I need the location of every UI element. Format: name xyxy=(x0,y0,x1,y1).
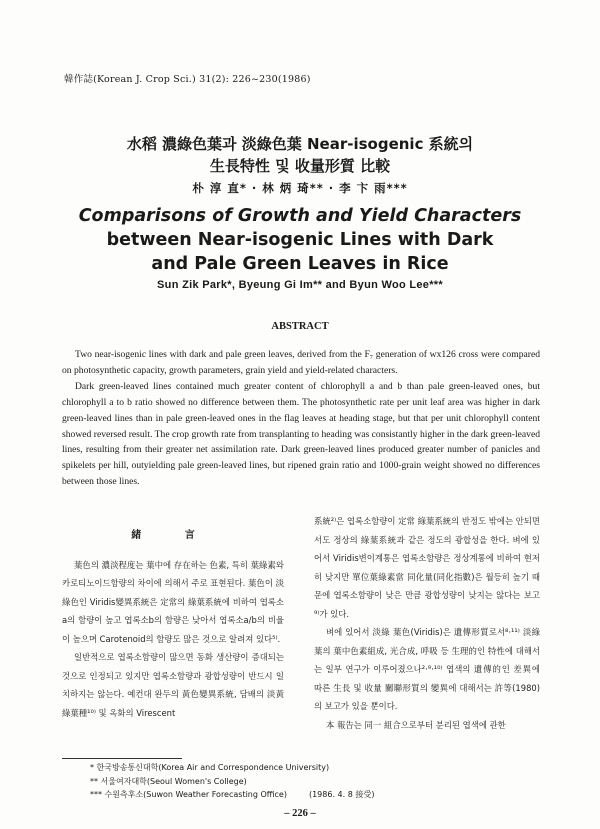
abstract-body xyxy=(62,347,540,490)
abstract-paragraph-1: Two near-isogenic lines with dark and pale green leaves, derived from the F₇ generation of wx126 cross were compared on photosynthetic capacity, growth parameters, grain yield and yield-related characters. xyxy=(62,349,540,376)
intro-paragraph-4: 本 報告는 同一 組合으로부터 분리된 엽색에 관한 xyxy=(326,719,506,730)
intro-right-column xyxy=(314,512,540,734)
abstract-heading: ABSTRACT xyxy=(271,321,329,332)
footnote-3-row xyxy=(90,788,374,802)
footnotes xyxy=(90,761,374,802)
intro-paragraph-1: 葉色의 濃淡程度는 葉中에 存在하는 色素, 특히 葉綠素와 카로티노이드함량의 차이에 의해서 주로 표현된다. 葉色이 淡綠色인 Viridis變異系統은 定常의 綠葉系統에 비하여 엽록소a의 함량이 높고 엽록소b의 함량은 낮아서 엽록소a/b의 비율이 높으며 Carotenoid의 함량도 많은 것으로 알려져 있다⁵⁾. xyxy=(62,559,284,644)
introduction-heading: 緒 言 xyxy=(131,530,215,541)
footnote-1: * 한국방송통신대학(Korea Air and Correspondence University) xyxy=(90,763,330,772)
intro-paragraph-2-continued: 系統²⁾은 엽록소함량이 定常 綠葉系統의 반정도 밖에는 안되면서도 정상의 綠葉系統과 같은 정도의 광합성을 한다. 벼에 있어서 Viridis변이계통은 엽록소함량은 정상계통에 비하여 현저히 낮지만 單位葉綠素當 同化量(同化指數)은 월등히 높기 때문에 엽록소함량이 낮은 만큼 광합성량이 낮지는 않다는 보고⁹⁾가 있다. xyxy=(314,516,540,619)
intro-paragraph-3: 벼에 있어서 淡綠 葉色(Viridis)은 遺傳形質로서⁸·¹¹⁾ 淡綠葉의 葉中色素組成, 光合成, 呼吸 등 生理的인 特性에 대해서는 일부 연구가 이루어졌으나²·⁹·¹⁰⁾ 엽색의 遺傳的인 差異에 따른 生長 및 收量 關聯形質의 變異에 대해서는 許等(1980)의 보고가 있을 뿐이다. xyxy=(314,627,540,711)
abstract-paragraph-2: Dark green-leaved lines contained much greater content of chlorophyll a and b than pale green-leaved ones, but chlorophyll a to b ratio showed no difference between them. The photosynthetic rate per unit leaf area was higher in dark green-leaved lines than in pale green-leaved ones in the flag leaves at heading stage, but that per unit chlorophyll content showed reversed result. The crop growth rate from transplanting to heading was consistantly higher in the dark green-leaved lines, resulting from their greater net assimilation rate. Dark green-leaved lines produced greater number of panicles and spikelets per hill, outyielding pale green-leaved lines, but ripened grain ratio and 1000-grain weight showed no differences between those lines. xyxy=(62,380,540,488)
korean-title-line-1: 水稻 濃綠色葉과 淡綠色葉 Near-isogenic 系統의 xyxy=(126,135,474,153)
english-title-line-2: between Near-isogenic Lines with Dark xyxy=(106,230,494,250)
page-number: – 226 – xyxy=(284,808,316,819)
journal-reference: 韓作誌(Korean J. Crop Sci.) 31(2): 226~230(1986) xyxy=(64,74,311,85)
english-title-line-1: Comparisons of Growth and Yield Characters xyxy=(78,206,522,226)
received-date: (1986. 4. 8 接受) xyxy=(308,790,375,799)
footnote-2: ** 서울여자대학(Seoul Women's College) xyxy=(90,776,247,786)
korean-authors: 朴 淳 直* · 林 炳 琦** · 李 卞 雨*** xyxy=(192,181,408,195)
footnote-3: *** 수원측후소(Suwon Weather Forecasting Office) xyxy=(90,790,287,799)
intro-left-column xyxy=(62,527,284,722)
english-authors: Sun Zik Park*, Byeung Gi Im** and Byun Woo Lee*** xyxy=(157,279,443,291)
korean-title-line-2: 生長特性 및 收量形質 比較 xyxy=(209,157,391,175)
footnote-rule xyxy=(62,758,182,759)
intro-paragraph-2: 일반적으로 엽록소함량이 많으면 동화 생산량이 증대되는 것으로 인정되고 있지만 엽록소함량과 광합성량이 반드시 일치하지는 않는다. 예컨대 완두의 黃色變異系統, 담배의 淡黃綠葉種¹⁰⁾ 및 옥화의 Virescent xyxy=(62,652,284,718)
english-title-line-3: and Pale Green Leaves in Rice xyxy=(151,254,449,274)
